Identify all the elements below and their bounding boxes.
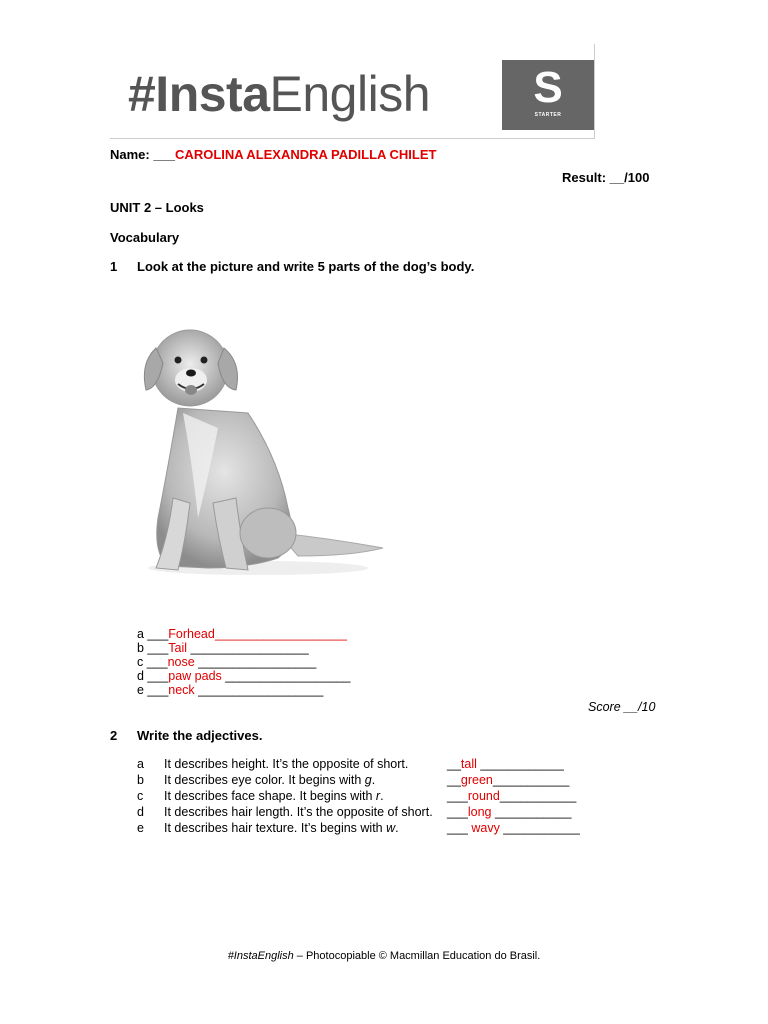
q2-number: 2 [110,728,118,743]
q2-answer-line: ___________ [499,789,577,803]
q1-prompt: Look at the picture and write 5 parts of the dog’s body. [137,259,475,274]
q1-answer-line: ___________________ [214,627,347,641]
q2-answer-line: ___________ [491,805,572,819]
q2-answer-b [447,773,569,787]
q2-clue-text: It describes hair texture. It’s begins with [164,821,387,835]
dog-illustration [138,318,388,580]
q2-clue-text: It describes eye color. It begins with [164,773,365,787]
q2-answer-text[interactable]: round [467,789,500,803]
q1-answer-text[interactable]: Tail [168,641,188,655]
q2-clue-letter: r [375,789,381,803]
footer [0,950,768,962]
brand-regular: English [269,66,431,122]
level-badge [502,60,594,130]
q2-clue-b [164,773,375,787]
q2-answer-pre: ___ [447,821,472,835]
q2-answer-pre: __ [447,757,461,771]
name-line [110,147,436,162]
q2-answer-c [447,789,576,803]
q1-answer-line: __________________ [194,683,324,697]
q1-answer-a [137,627,347,641]
q2-clue-end: . [380,789,384,803]
q1-answer-text[interactable]: nose [167,655,195,669]
q2-letter-a: a [137,757,144,771]
q1-answer-line: __________________ [221,669,351,683]
brand-bold: #Insta [128,66,270,122]
q2-answer-text[interactable]: tall [460,757,477,771]
q2-clue-text: It describes face shape. It begins with [164,789,376,803]
q2-clue-end: . [395,821,399,835]
q1-number: 1 [110,259,118,274]
q2-letter-c: c [137,789,144,803]
q2-answer-line: ___________ [492,773,570,787]
q2-answer-pre: ___ [447,805,468,819]
q2-clue-c [164,789,384,803]
q1-answer-text[interactable]: neck [168,683,195,697]
q2-letter-e: e [137,821,144,835]
q2-answer-text[interactable]: long [467,805,492,819]
q1-answer-text[interactable]: paw pads [168,669,222,683]
q2-clue-end: . [371,773,376,787]
q2-clue-d: It describes hair length. It’s the opposite of short. [164,805,433,819]
footer-text: – Photocopiable © Macmillan Education do Brasil. [293,950,541,962]
q1-answer-text[interactable]: Forhead [168,627,215,641]
q2-answer-d [447,805,571,819]
q2-clue-e [164,821,399,835]
dog-picture [138,318,388,580]
q2-letter-d: d [137,805,144,819]
q2-answer-text[interactable]: wavy [471,821,500,835]
brand-logo [128,64,430,124]
unit-title: UNIT 2 – Looks [110,200,204,215]
q2-answer-line: ____________ [476,757,564,771]
q1-answer-c [137,655,316,669]
q2-answer-e [447,821,580,835]
q2-answer-pre: __ [447,773,461,787]
q1-answer-b [137,641,309,655]
name-value: CAROLINA ALEXANDRA PADILLA CHILET [175,147,437,162]
q1-answer-d [137,669,350,683]
q1-answer-e [137,683,323,697]
result-line: Result: __/100 [562,170,650,185]
q2-answer-line: ___________ [499,821,580,835]
q2-prompt: Write the adjectives. [137,728,263,743]
q1-answer-letter: e ___ [137,683,169,697]
q2-answer-text[interactable]: green [460,773,493,787]
q1-answer-line: _________________ [194,655,317,669]
q2-answer-a [447,757,564,771]
q1-answer-letter: c ___ [137,655,168,669]
q1-answer-line: _________________ [187,641,309,655]
header-divider [110,138,594,139]
q1-answer-letter: b ___ [137,641,169,655]
level-label: STARTER [534,112,562,118]
q1-answer-letter: d ___ [137,669,169,683]
q2-clue-letter: w [386,821,396,835]
level-letter: S [533,63,563,112]
footer-brand: #InstaEnglish [227,950,294,962]
section-title: Vocabulary [110,230,180,245]
header-vertical-divider [594,44,595,139]
q1-answer-letter: a ___ [137,627,169,641]
q2-clue-letter: g [364,773,372,787]
q2-letter-b: b [137,773,144,787]
q2-clue-a: It describes height. It’s the opposite of short. [164,757,409,771]
q2-answer-pre: ___ [447,789,468,803]
name-label: Name: ___ [110,147,176,162]
q1-score: Score __/10 [588,700,656,714]
